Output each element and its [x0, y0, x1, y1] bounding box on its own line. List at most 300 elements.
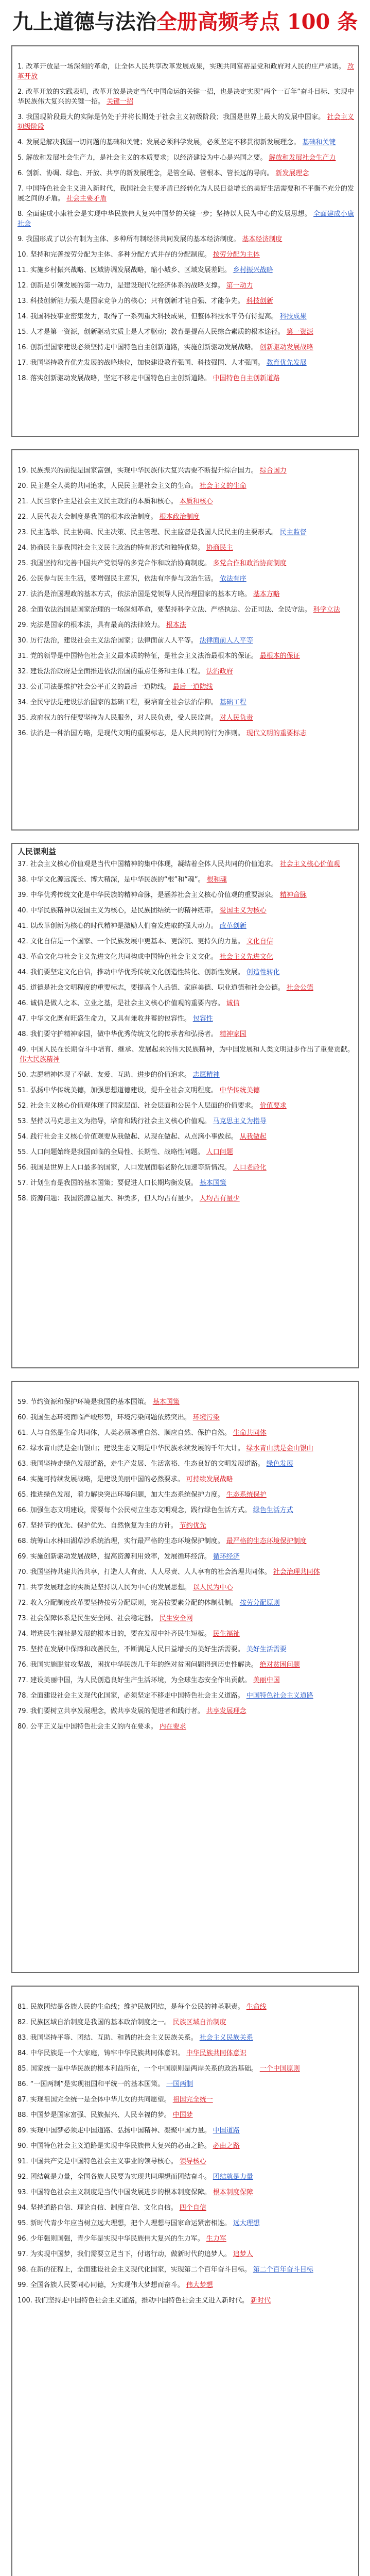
list-item	[17, 651, 354, 661]
item-text: 民族区域自治制度是我国的基本政治制度之一。	[30, 2019, 171, 2026]
item-text: 公正司法是维护社会公平正义的最后一道防线。	[30, 683, 171, 691]
item-number: 5.	[17, 154, 24, 162]
item-text: 践行社会主义核心价值观要从我做起、从现在做起、从点滴小事做起。	[30, 1133, 238, 1141]
item-text: 社会主义核心价值观体现了国家层面、社会层面和公民个人层面的价值要求。	[30, 1102, 258, 1110]
section-5	[11, 1986, 359, 2576]
list-item	[17, 2172, 354, 2182]
item-number: 31.	[17, 652, 28, 660]
item-number: 37.	[17, 860, 28, 868]
key-term: 社会主要矛盾	[66, 195, 107, 202]
list-item	[17, 636, 354, 646]
key-term: 可持续发展战略	[186, 1476, 233, 1483]
item-text: 协商民主是我国社会主义民主政治的特有形式和独特优势。	[30, 544, 204, 552]
list-item	[17, 184, 354, 204]
key-term: 领导核心	[179, 2158, 206, 2165]
item-text: 实施乡村振兴战略、区域协调发展战略，缩小城乡、区域发展差距。	[30, 266, 231, 274]
item-number: 61.	[17, 1429, 28, 1437]
item-number: 98.	[17, 2266, 28, 2274]
list-item	[17, 481, 354, 491]
list-item	[17, 2234, 354, 2244]
list-item	[17, 1444, 354, 1453]
list-item	[17, 906, 354, 916]
key-term: 生命共同体	[233, 1429, 267, 1437]
item-number: 14.	[17, 313, 28, 320]
item-number: 48.	[17, 1030, 28, 1038]
item-number: 83.	[17, 2034, 28, 2042]
list-item	[17, 1086, 354, 1095]
item-text: 民族团结是各族人民的生命线；维护民族团结，是每个公民的神圣职责。	[30, 2003, 244, 2011]
item-text: 坚持和完善按劳分配为主体、多种分配方式并存的分配制度。	[30, 251, 211, 259]
item-number: 34.	[17, 699, 28, 706]
section-heading	[12, 1382, 358, 1397]
key-term: 以人民为中心	[192, 1584, 233, 1591]
key-term: 第一动力	[226, 282, 253, 290]
point-list	[12, 62, 358, 383]
key-term: 美丽中国	[253, 1676, 280, 1684]
item-text: 全面依法治国是国家治理的一场深刻革命，要坚持科学立法、严格执法、公正司法、全民守法。	[30, 606, 311, 614]
key-term: 最根本的保证	[259, 652, 300, 660]
key-term: 节约优先	[179, 1522, 206, 1530]
list-item	[17, 138, 354, 147]
key-term: 科技创新	[246, 297, 273, 305]
list-item	[17, 250, 354, 260]
item-text: 人口问题始终是我国面临的全局性、长期性、战略性问题。	[30, 1148, 204, 1156]
key-term: 必由之路	[213, 2142, 240, 2150]
item-number: 80.	[17, 1723, 28, 1731]
list-item	[17, 1014, 354, 1024]
list-item	[17, 528, 354, 537]
item-number: 65.	[17, 1491, 28, 1499]
item-text: 中国特色社会主义制度是当代中国发展进步的根本制度保障。	[30, 2189, 211, 2196]
item-number: 72.	[17, 1599, 28, 1607]
key-term: 教育优先发展	[266, 359, 307, 367]
key-term: 关键一招	[107, 98, 134, 106]
item-number: 86.	[17, 2080, 28, 2088]
key-term: 新时代	[250, 2297, 271, 2304]
item-text: 中国特色社会主义道路是实现中华民族伟大复兴的必由之路。	[30, 2142, 211, 2150]
item-number: 76.	[17, 1661, 28, 1669]
item-number: 29.	[17, 621, 28, 629]
item-text: 文化自信是一个国家、一个民族发展中更基本、更深沉、更持久的力量。	[30, 938, 244, 945]
item-number: 4.	[17, 139, 24, 146]
item-number: 46.	[17, 999, 28, 1007]
key-term: 民族区域自治制度	[172, 2019, 226, 2026]
item-number: 2.	[17, 88, 24, 96]
key-term: 多党合作和政治协商制度	[213, 560, 287, 567]
key-term: 社会治理共同体	[273, 1568, 320, 1576]
item-text: 创新、协调、绿色、开放、共享的新发展理念，是管全局、管根本、管长远的导向。	[26, 170, 274, 177]
item-text: 中国梦是国家富强、民族振兴、人民幸福的梦。	[30, 2111, 171, 2119]
item-text: 坚持道路自信、理论自信、制度自信、文化自信。	[30, 2204, 178, 2212]
item-text: 资源问题：我国资源总量大、种类多，但人均占有量少。	[30, 1195, 198, 1202]
item-text: 政府权力的行使要坚持为人民服务，对人民负责，受人民监督。	[30, 714, 218, 722]
list-item	[17, 2110, 354, 2120]
item-text: 国家统一是中华民族的根本利益所在，一个中国原则是两岸关系的政治基础。	[30, 2065, 258, 2073]
item-number: 26.	[17, 575, 28, 583]
key-term: 社会主义先进文化	[219, 953, 273, 961]
list-item	[17, 1101, 354, 1111]
key-term: 追梦人	[233, 2250, 253, 2258]
key-term: 基础工程	[219, 699, 246, 706]
item-text: 解放和发展社会生产力，是社会主义的本质要求；以经济建设为中心是兴国之要。	[26, 154, 267, 162]
item-number: 74.	[17, 1630, 28, 1638]
list-item	[17, 1413, 354, 1422]
item-number: 42.	[17, 938, 28, 945]
item-text: 创新是引领发展的第一动力，是建设现代化经济体系的战略支撑。	[30, 282, 224, 290]
list-item	[17, 558, 354, 568]
section-heading	[12, 450, 358, 466]
item-text: 宪法是国家的根本法，具有最高的法律效力。	[30, 621, 164, 629]
list-item	[17, 1505, 354, 1515]
key-term: 科学立法	[313, 606, 340, 614]
key-term: 按劳分配为主体	[213, 251, 260, 259]
list-item	[17, 1691, 354, 1701]
item-number: 95.	[17, 2219, 28, 2227]
item-number: 97.	[17, 2250, 28, 2258]
item-number: 89.	[17, 2127, 28, 2134]
key-term: 绿色生活方式	[253, 1506, 293, 1514]
key-term: 社会公德	[286, 984, 313, 992]
item-number: 57.	[17, 1179, 28, 1187]
key-term: 民生福祉	[213, 1630, 240, 1638]
item-text: 诚信是做人之本、立业之基，是社会主义核心价值观的重要内容。	[30, 999, 224, 1007]
item-text: 坚持节约优先、保护优先、自然恢复为主的方针。	[30, 1522, 178, 1530]
item-text: 团结就是力量，全国各族人民要为实现共同理想而团结奋斗。	[30, 2173, 211, 2181]
item-text: 科技创新能力强大是国家竞争力的核心；只有创新才能自强、才能争先。	[30, 297, 244, 305]
item-text: “一国两制”是实现祖国和平统一的基本国策。	[30, 2080, 165, 2088]
list-item	[17, 859, 354, 869]
item-number: 7.	[17, 185, 24, 193]
item-text: 建设法治政府是全面推进依法治国的重点任务和主体工程。	[30, 668, 204, 675]
item-text: 绿水青山就是金山银山；建设生态文明是中华民族永续发展的千年大计。	[30, 1445, 244, 1452]
key-term: 绿水青山就是金山银山	[246, 1445, 313, 1452]
list-item	[17, 2126, 354, 2136]
item-number: 91.	[17, 2158, 28, 2165]
key-term: 根本法	[166, 621, 186, 629]
key-term: 远大理想	[233, 2219, 260, 2227]
item-number: 41.	[17, 922, 28, 930]
item-number: 21.	[17, 498, 28, 505]
item-text: 民主是全人类的共同追求，人民民主是社会主义的生命。	[30, 482, 198, 490]
key-term: 生态系统保护	[226, 1491, 267, 1499]
list-item	[17, 875, 354, 885]
item-text: 我们坚持走中国特色社会主义道路，推动中国特色社会主义进入新时代。	[34, 2297, 249, 2304]
item-text: 中国特色社会主义进入新时代，我国社会主要矛盾已经转化为人民日益增长的美好生活需要和不平衡不充分的发展之间的矛盾。	[17, 185, 354, 202]
key-term: 生命线	[246, 2003, 267, 2011]
list-item	[17, 153, 354, 163]
item-number: 100.	[17, 2297, 32, 2304]
key-term: 第二个百年奋斗目标	[253, 2266, 313, 2274]
item-text: 我国形成了以公有制为主体、多种所有制经济共同发展的基本经济制度。	[26, 235, 240, 243]
key-term: 协商民主	[206, 544, 233, 552]
key-term: 乡村振兴战略	[233, 266, 273, 274]
key-term: 科技成果	[279, 313, 307, 320]
key-term: 共享发展理念	[206, 1707, 246, 1715]
list-item	[17, 605, 354, 615]
item-text: 我国现阶段最大的实际是仍处于并将长期处于社会主义初级阶段；我国是世界上最大的发展中国家。	[26, 113, 325, 121]
key-term: 诚信	[226, 999, 240, 1007]
key-term: 创造性转化	[246, 969, 280, 976]
key-term: 中国梦	[172, 2111, 193, 2119]
list-item	[17, 2095, 354, 2105]
key-term: 人均占有量少	[199, 1195, 240, 1202]
item-number: 6.	[17, 170, 24, 177]
list-item	[17, 574, 354, 584]
item-text: 党的领导是中国特色社会主义最本质的特征，是社会主义法治最根本的保证。	[30, 652, 258, 660]
item-number: 43.	[17, 953, 28, 961]
item-number: 81.	[17, 2003, 28, 2011]
item-number: 78.	[17, 1692, 28, 1700]
item-number: 55.	[17, 1148, 28, 1156]
list-item	[17, 209, 354, 229]
point-list	[12, 466, 358, 738]
list-item	[17, 1567, 354, 1577]
item-number: 79.	[17, 1707, 28, 1715]
list-item	[17, 667, 354, 676]
item-number: 99.	[17, 2281, 28, 2289]
item-number: 73.	[17, 1615, 28, 1622]
key-term: 志愿精神	[192, 1071, 220, 1079]
key-term: 全面建成小康社会	[17, 210, 354, 228]
item-number: 9.	[17, 235, 24, 243]
item-number: 8.	[17, 210, 24, 218]
list-item	[17, 62, 354, 81]
list-item	[17, 713, 354, 723]
key-term: 中华民族共同体意识	[186, 2049, 246, 2057]
item-number: 3.	[17, 113, 24, 121]
list-item	[17, 2002, 354, 2012]
list-item	[17, 2249, 354, 2259]
item-number: 59.	[17, 1398, 28, 1406]
key-term: 改革开放	[17, 63, 354, 80]
list-item	[17, 1070, 354, 1080]
key-term: 根本制度保障	[213, 2189, 253, 2196]
item-number: 68.	[17, 1537, 28, 1545]
list-item	[17, 1147, 354, 1157]
list-item	[17, 728, 354, 738]
list-item	[17, 620, 354, 630]
key-term: 对人民负责	[219, 714, 253, 722]
list-item	[17, 265, 354, 275]
list-item	[17, 1536, 354, 1546]
list-item	[17, 698, 354, 707]
key-term: 综合国力	[259, 467, 287, 474]
item-text: 实施创新驱动发展战略，提高资源利用效率，发展循环经济。	[30, 1553, 211, 1561]
item-number: 93.	[17, 2189, 28, 2196]
item-number: 12.	[17, 282, 28, 290]
item-text: 全面建设社会主义现代化国家，必须坚定不移走中国特色社会主义道路。	[30, 1692, 244, 1700]
item-number: 90.	[17, 2142, 28, 2150]
list-item	[17, 1428, 354, 1438]
item-number: 44.	[17, 969, 28, 976]
item-text: 民族振兴的前提是国家富强，实现中华民族伟大复兴需要不断提升综合国力。	[30, 467, 258, 474]
item-text: 人民代表大会制度是我国的根本政治制度。	[30, 513, 157, 521]
key-term: 依法有序	[219, 575, 246, 583]
list-item	[17, 2265, 354, 2275]
key-term: 生力军	[206, 2235, 226, 2243]
item-text: 我国坚持教育优先发展的战略地位，加快建设教育强国、科技强国、人才强国。	[30, 359, 265, 367]
item-text: 我国坚持和完善中国共产党领导的多党合作和政治协商制度。	[30, 560, 211, 567]
key-term: 循环经济	[213, 1553, 240, 1561]
item-text: 中华文化既有旺盛生命力，又具有兼收并蓄的包容性。	[30, 1015, 191, 1023]
item-text: 民主选举、民主协商、民主决策、民主管理、民主监督是我国人民民主的主要形式。	[30, 529, 278, 536]
list-item	[17, 2280, 354, 2290]
item-text: 中华民族精神以爱国主义为核心，是民族团结统一的精神纽带。	[30, 907, 218, 914]
item-number: 35.	[17, 714, 28, 722]
item-number: 56.	[17, 1164, 28, 1172]
item-number: 10.	[17, 251, 28, 259]
key-term: 包容性	[192, 1015, 213, 1023]
list-item	[17, 168, 354, 178]
item-number: 19.	[17, 467, 28, 474]
list-item	[17, 1552, 354, 1562]
item-number: 82.	[17, 2019, 28, 2026]
item-text: 中国共产党是中国特色社会主义事业的领导核心。	[30, 2158, 178, 2165]
list-item	[17, 2064, 354, 2074]
item-text: 社会主义核心价值观是当代中国精神的集中体现，凝结着全体人民共同的价值追求。	[30, 860, 278, 868]
list-item	[17, 112, 354, 132]
list-item	[17, 1521, 354, 1531]
list-item	[17, 1660, 354, 1670]
key-term: 社会主义的生命	[199, 482, 246, 490]
list-item	[17, 2079, 354, 2089]
key-term: 根和魂	[206, 876, 227, 884]
key-term: 社会主义民族关系	[199, 2034, 253, 2042]
item-number: 15.	[17, 328, 28, 336]
key-term: 基本国策	[152, 1398, 180, 1406]
section-1	[11, 45, 359, 437]
key-term: 价值要求	[259, 1102, 287, 1110]
item-text: 人民当家作主是社会主义民主政治的本质和核心。	[30, 498, 178, 505]
section-heading	[12, 46, 358, 62]
item-text: 全国各族人民要同心同德，为实现伟大梦想而奋斗。	[30, 2281, 184, 2289]
key-term: 团结就是力量	[213, 2173, 253, 2181]
list-item	[17, 1475, 354, 1484]
key-term: 民生安全网	[159, 1615, 193, 1622]
list-item	[17, 2033, 354, 2043]
item-text: 统筹山水林田湖草沙系统治理，实行最严格的生态环境保护制度。	[30, 1537, 224, 1545]
list-item	[17, 968, 354, 977]
item-number: 92.	[17, 2173, 28, 2181]
list-item	[17, 589, 354, 599]
list-item	[17, 87, 354, 107]
key-term: 本质和核心	[179, 498, 213, 505]
key-term: 法治政府	[206, 668, 233, 675]
list-item	[17, 1706, 354, 1716]
item-text: 新时代青少年应当树立远大理想，把个人理想与国家命运紧密相连。	[30, 2219, 231, 2227]
item-number: 96.	[17, 2235, 28, 2243]
item-number: 69.	[17, 1553, 28, 1561]
item-text: 我们要守护精神家园，做中华优秀传统文化的传承者和弘扬者。	[30, 1030, 218, 1038]
item-number: 24.	[17, 544, 28, 552]
key-term: 一个中国原则	[259, 2065, 300, 2073]
key-term: 第一资源	[286, 328, 313, 336]
list-item	[17, 2188, 354, 2197]
key-term: 绝对贫困问题	[259, 1661, 300, 1669]
item-text: 共享发展理念的实质是坚持以人民为中心的发展思想。	[30, 1584, 191, 1591]
item-text: 落实创新驱动发展战略，坚定不移走中国特色自主创新道路。	[30, 375, 211, 382]
section-heading	[12, 1987, 358, 2002]
list-item	[17, 358, 354, 368]
list-item	[17, 2296, 354, 2306]
list-item	[17, 1132, 354, 1142]
key-term: 环境污染	[192, 1414, 220, 1421]
list-item	[17, 1397, 354, 1407]
key-term: 根本政治制度	[159, 513, 200, 521]
list-item	[17, 234, 354, 244]
list-item	[17, 1598, 354, 1608]
list-item	[17, 281, 354, 291]
item-number: 13.	[17, 297, 28, 305]
item-number: 51.	[17, 1087, 28, 1094]
key-term: 社会主义核心价值观	[279, 860, 340, 868]
item-text: 少年强则国强，青少年是实现中华民族伟大复兴的生力军。	[30, 2235, 204, 2243]
item-text: 全民守法是建设法治国家的基础工程，要培育全社会法治信仰。	[30, 699, 218, 706]
item-number: 18.	[17, 375, 28, 382]
item-number: 38.	[17, 876, 28, 884]
item-number: 39.	[17, 891, 28, 899]
list-item	[17, 374, 354, 383]
item-number: 88.	[17, 2111, 28, 2119]
item-number: 66.	[17, 1506, 28, 1514]
key-term: 内在要求	[159, 1723, 186, 1731]
item-text: 我国坚持共建共治共享，打造人人有责、人人尽责、人人享有的社会治理共同体。	[30, 1568, 271, 1576]
item-text: 实现中国梦必须走中国道路、弘扬中国精神、凝聚中国力量。	[30, 2127, 211, 2134]
item-text: 以改革创新为核心的时代精神是激励人们奋发进取的强大动力。	[30, 922, 218, 930]
item-number: 28.	[17, 606, 28, 614]
key-term: 爱国主义为核心	[219, 907, 267, 914]
item-text: 坚持以马克思主义为指导，培育和践行社会主义核心价值观。	[30, 1117, 211, 1125]
point-list	[12, 1397, 358, 1732]
key-term: 精神命脉	[279, 891, 307, 899]
document-title	[0, 6, 370, 38]
list-item	[17, 1490, 354, 1500]
list-item	[17, 2141, 354, 2151]
item-number: 40.	[17, 907, 28, 914]
list-item	[17, 1629, 354, 1639]
key-term: 中国特色社会主义道路	[246, 1692, 313, 1700]
key-term: 基本国策	[199, 1179, 226, 1187]
list-item	[17, 1178, 354, 1188]
item-text: 节约资源和保护环境是我国的基本国策。	[30, 1398, 151, 1406]
item-number: 50.	[17, 1071, 28, 1079]
item-text: 弘扬中华传统美德，加强思想道德建设，提升全社会文明程度。	[30, 1087, 218, 1094]
section-heading: 人民课利益	[17, 847, 57, 856]
list-item	[17, 2018, 354, 2027]
item-text: 中华优秀传统文化是中华民族的精神命脉，是涵养社会主义核心价值观的重要源泉。	[30, 891, 278, 899]
section-2	[11, 449, 359, 831]
list-item	[17, 497, 354, 506]
list-item	[17, 512, 354, 522]
item-number: 20.	[17, 482, 28, 490]
item-number: 64.	[17, 1476, 28, 1483]
item-text: 革命文化与社会主义先进文化共同构成中国特色社会主义文化。	[30, 953, 218, 961]
item-number: 47.	[17, 1015, 28, 1023]
item-number: 27.	[17, 590, 28, 598]
item-text: 公平正义是中国特色社会主义的内在要求。	[30, 1723, 157, 1731]
item-text: 公民参与民主生活，要增强民主意识，依法有序参与政治生活。	[30, 575, 218, 583]
key-term: 基本方略	[253, 590, 280, 598]
item-text: 发展是解决我国一切问题的基础和关键；发展必须科学发展，必须坚定不移贯彻新发展理念。	[26, 139, 301, 146]
list-item	[17, 890, 354, 900]
list-item	[17, 952, 354, 962]
item-text: 我国科技事业密集发力，取得了一系列重大科技成果，但整体科技水平仍有待提高。	[30, 313, 278, 320]
item-number: 45.	[17, 984, 28, 992]
list-item	[17, 343, 354, 352]
item-number: 85.	[17, 2065, 28, 2073]
key-term: 最严格的生态环境保护制度	[226, 1537, 307, 1545]
item-number: 87.	[17, 2096, 28, 2104]
